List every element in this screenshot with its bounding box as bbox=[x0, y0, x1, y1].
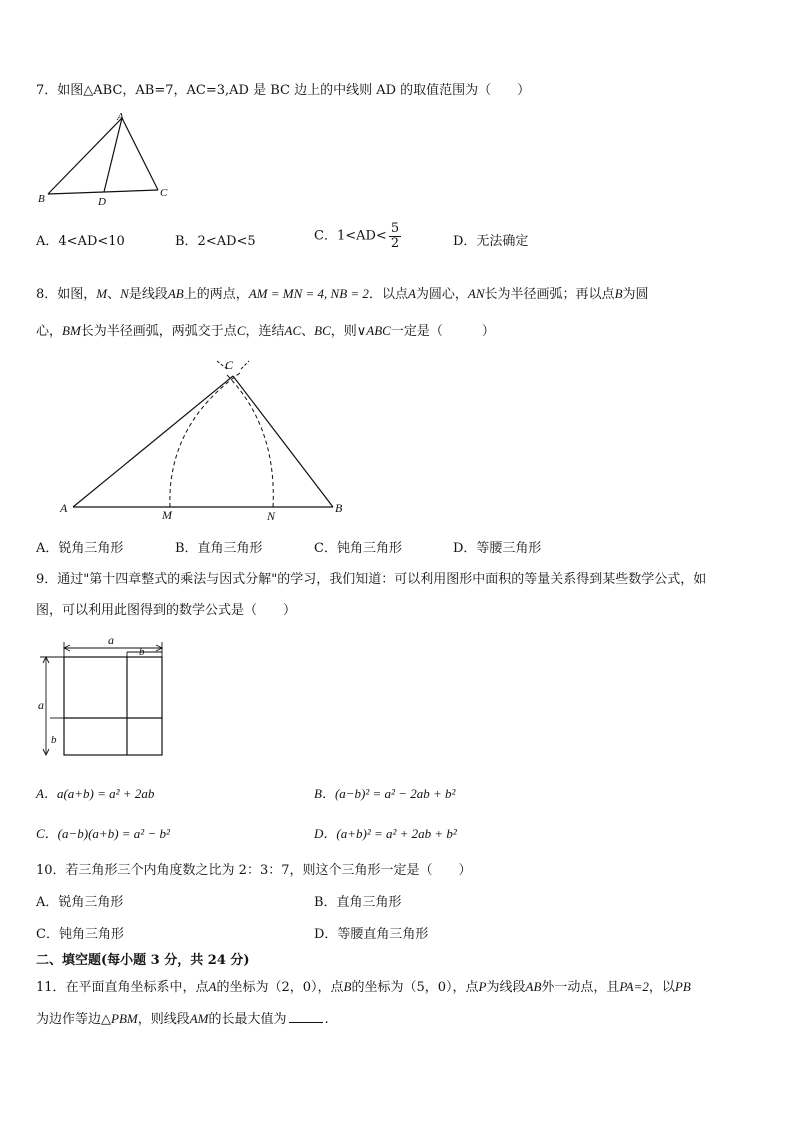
q8-option-c[interactable]: C．钝角三角形 bbox=[314, 541, 402, 556]
section-2-title: 二、填空题(每小题 3 分，共 24 分) bbox=[36, 953, 250, 968]
q7-option-c-prefix: C．1<AD< bbox=[314, 228, 387, 244]
q7-option-d[interactable]: D．无法确定 bbox=[453, 234, 529, 249]
q7-triangle-figure bbox=[30, 110, 170, 210]
q8-stem-line2: 心，BM长为半径画弧，两弧交于点C，连结AC、BC，则∨ABC一定是（ ） bbox=[36, 323, 495, 339]
q7-label-c: C bbox=[160, 187, 168, 199]
q10-stem: 10．若三角形三个内角度数之比为 2：3：7，则这个三角形一定是（ ） bbox=[36, 863, 472, 878]
q11-answer-blank[interactable] bbox=[289, 1010, 323, 1023]
q9-stem-line2: 图，可以利用此图得到的数学公式是（ ） bbox=[36, 603, 297, 618]
q8-label-n: N bbox=[267, 509, 276, 523]
q11-stem-line1: 11．在平面直角坐标系中，点A的坐标为（2，0），点B的坐标为（5，0），点P为线段AB外一动点，且PA=2，以PB bbox=[36, 979, 691, 995]
q11-stem-line2: 为边作等边△PBM，则线段AM的长最大值为 . bbox=[36, 1011, 329, 1027]
q9-square-figure bbox=[35, 632, 185, 762]
q8-arc-figure bbox=[55, 355, 355, 525]
q9-option-d[interactable]: D．(a+b)² = a² + 2ab + b² bbox=[314, 826, 457, 841]
q9-label-left-a: a bbox=[38, 698, 44, 712]
q7-option-b[interactable]: B．2<AD<5 bbox=[175, 234, 256, 249]
q8-label-a: A bbox=[60, 501, 68, 515]
q9-stem-line1: 9．通过"第十四章整式的乘法与因式分解"的学习，我们知道：可以利用图形中面积的等量关系得到某些数学公式，如 bbox=[36, 572, 707, 587]
q7-label-b: B bbox=[38, 193, 45, 205]
q9-label-top-a: a bbox=[108, 633, 114, 647]
q8-stem-line1: 8．如图，M、N是线段AB上的两点，AM = MN = 4, NB = 2．以点A为圆心，AN长为半径画弧；再以点B为圆 bbox=[36, 286, 649, 302]
q10-option-b[interactable]: B．直角三角形 bbox=[314, 895, 402, 910]
q8-option-a[interactable]: A．锐角三角形 bbox=[36, 541, 124, 556]
q8-label-m: M bbox=[162, 508, 172, 522]
q7-stem: 7．如图△ABC，AB=7，AC=3,AD 是 BC 边上的中线则 AD 的取值范围为（ ） bbox=[36, 83, 531, 98]
q8-label-c: C bbox=[225, 358, 234, 372]
q9-label-left-b: b bbox=[51, 734, 57, 746]
q9-option-a[interactable]: A．a(a+b) = a² + 2ab bbox=[36, 786, 155, 801]
q7-option-c-denominator: 2 bbox=[390, 236, 400, 251]
q10-option-c[interactable]: C．钝角三角形 bbox=[36, 927, 124, 942]
q7-option-a[interactable]: A．4<AD<10 bbox=[36, 234, 125, 249]
q8-option-d[interactable]: D．等腰三角形 bbox=[453, 541, 542, 556]
q7-option-c[interactable] bbox=[314, 222, 401, 251]
q9-label-top-b: b bbox=[139, 646, 145, 658]
q9-option-b[interactable]: B．(a−b)² = a² − 2ab + b² bbox=[314, 786, 456, 801]
q9-option-c[interactable]: C．(a−b)(a+b) = a² − b² bbox=[36, 826, 170, 841]
q7-label-a: A bbox=[117, 111, 124, 123]
q7-option-c-fraction bbox=[389, 222, 401, 251]
q7-option-c-numerator: 5 bbox=[390, 221, 400, 236]
q10-option-d[interactable]: D．等腰直角三角形 bbox=[314, 927, 429, 942]
q8-option-b[interactable]: B．直角三角形 bbox=[175, 541, 263, 556]
q10-option-a[interactable]: A．锐角三角形 bbox=[36, 895, 124, 910]
q8-label-b: B bbox=[335, 501, 343, 515]
q7-label-d: D bbox=[98, 196, 106, 208]
